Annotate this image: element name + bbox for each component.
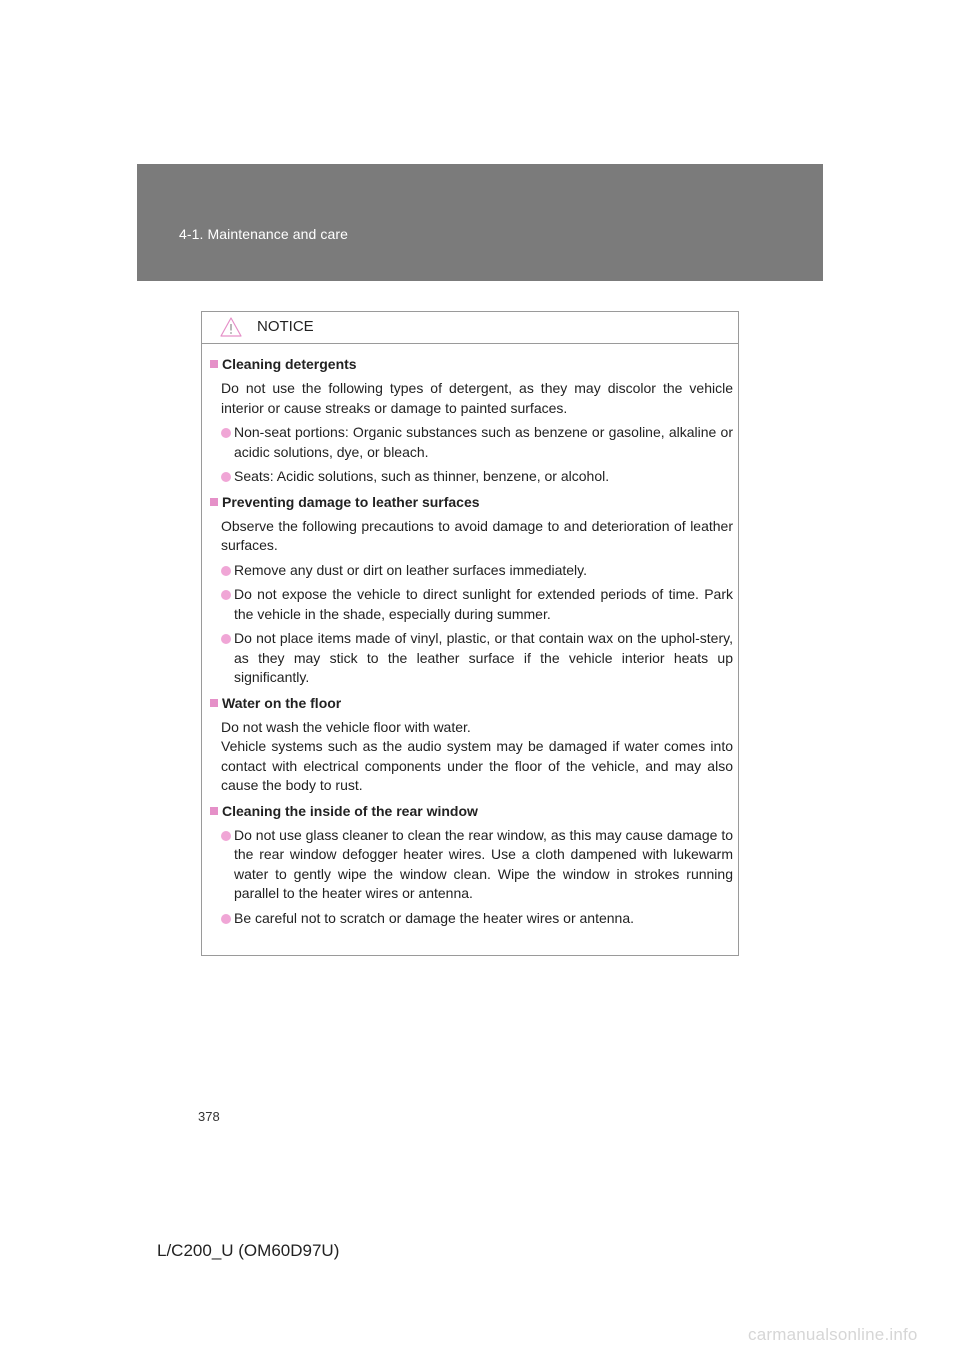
notice-box (201, 311, 739, 956)
circle-bullet-icon (221, 428, 231, 438)
square-bullet-icon (210, 807, 218, 815)
section-water-on-floor (210, 693, 733, 796)
document-code: L/C200_U (OM60D97U) (157, 1241, 340, 1260)
watermark-text: carmanualsonline.info (748, 1325, 918, 1344)
section-heading-text: Cleaning detergents (222, 356, 357, 372)
list-item (221, 423, 733, 462)
section-heading (210, 801, 733, 821)
section-rear-window (210, 801, 733, 929)
notice-header (202, 312, 738, 344)
section-preventing-damage (210, 492, 733, 688)
list-item-text: Do not use glass cleaner to clean the rear window, as this may cause damage to the rear window defogger heater wires. Use a cloth dampened with lukewarm water to gently wipe the window clean. Wipe the window in strokes running parallel to the heater wires or antenna. (234, 826, 733, 901)
paragraph-line: Vehicle systems such as the audio system may be damaged if water comes into contact with electrical components under the floor of the vehicle, and may also cause the body to rust. (221, 738, 733, 793)
list-item (221, 467, 733, 487)
list-item-text: Remove any dust or dirt on leather surfaces immediately. (234, 561, 588, 578)
section-paragraph (221, 718, 733, 796)
circle-bullet-icon (221, 472, 231, 482)
list-item (221, 629, 733, 688)
section-title: 4-1. Maintenance and care (179, 226, 349, 242)
circle-bullet-icon (221, 831, 231, 841)
list-item-text: Seats: Acidic solutions, such as thinner, benzene, or alcohol. (234, 468, 610, 484)
header-band (137, 164, 823, 281)
list-item-text: Non-seat portions: Organic substances such as benzene or gasoline, alkaline or acidic solutions, dye, or bleach. (234, 424, 733, 460)
notice-body (202, 344, 738, 928)
circle-bullet-icon (221, 914, 231, 924)
list-item-text: Be careful not to scratch or damage the heater wires or antenna. (234, 909, 635, 926)
paragraph-line: Do not wash the vehicle floor with water. (221, 718, 471, 735)
list-item (221, 826, 733, 904)
page-number: 378 (198, 1109, 220, 1124)
section-cleaning-detergents (210, 354, 733, 487)
circle-bullet-icon (221, 634, 231, 644)
circle-bullet-icon (221, 566, 231, 576)
section-paragraph: Do not use the following types of detergent, as they may discolor the vehicle interior or cause streaks or damage to painted surfaces. (221, 380, 733, 416)
list-item (221, 909, 733, 929)
notice-label: NOTICE (257, 318, 314, 335)
square-bullet-icon (210, 699, 218, 707)
section-heading (210, 693, 733, 713)
list-item-text: Do not place items made of vinyl, plastic, or that contain wax on the uphol-stery, as they may stick to the leather surface if the vehicle interior heats up significantly. (234, 630, 733, 685)
section-heading-text: Preventing damage to leather surfaces (222, 493, 480, 510)
warning-triangle-icon (220, 317, 242, 337)
circle-bullet-icon (221, 590, 231, 600)
list-item-text: Do not expose the vehicle to direct sunlight for extended periods of time. Park the vehicle in the shade, especially during summer. (234, 586, 733, 622)
section-paragraph: Observe the following precautions to avoid damage to and deterioration of leather surfaces. (221, 517, 733, 553)
list-item (221, 561, 733, 581)
square-bullet-icon (210, 360, 218, 368)
section-heading (210, 354, 733, 374)
square-bullet-icon (210, 498, 218, 506)
section-heading-text: Cleaning the inside of the rear window (222, 802, 478, 819)
section-heading-text: Water on the floor (222, 694, 342, 711)
list-item (221, 585, 733, 624)
section-heading (210, 492, 733, 512)
